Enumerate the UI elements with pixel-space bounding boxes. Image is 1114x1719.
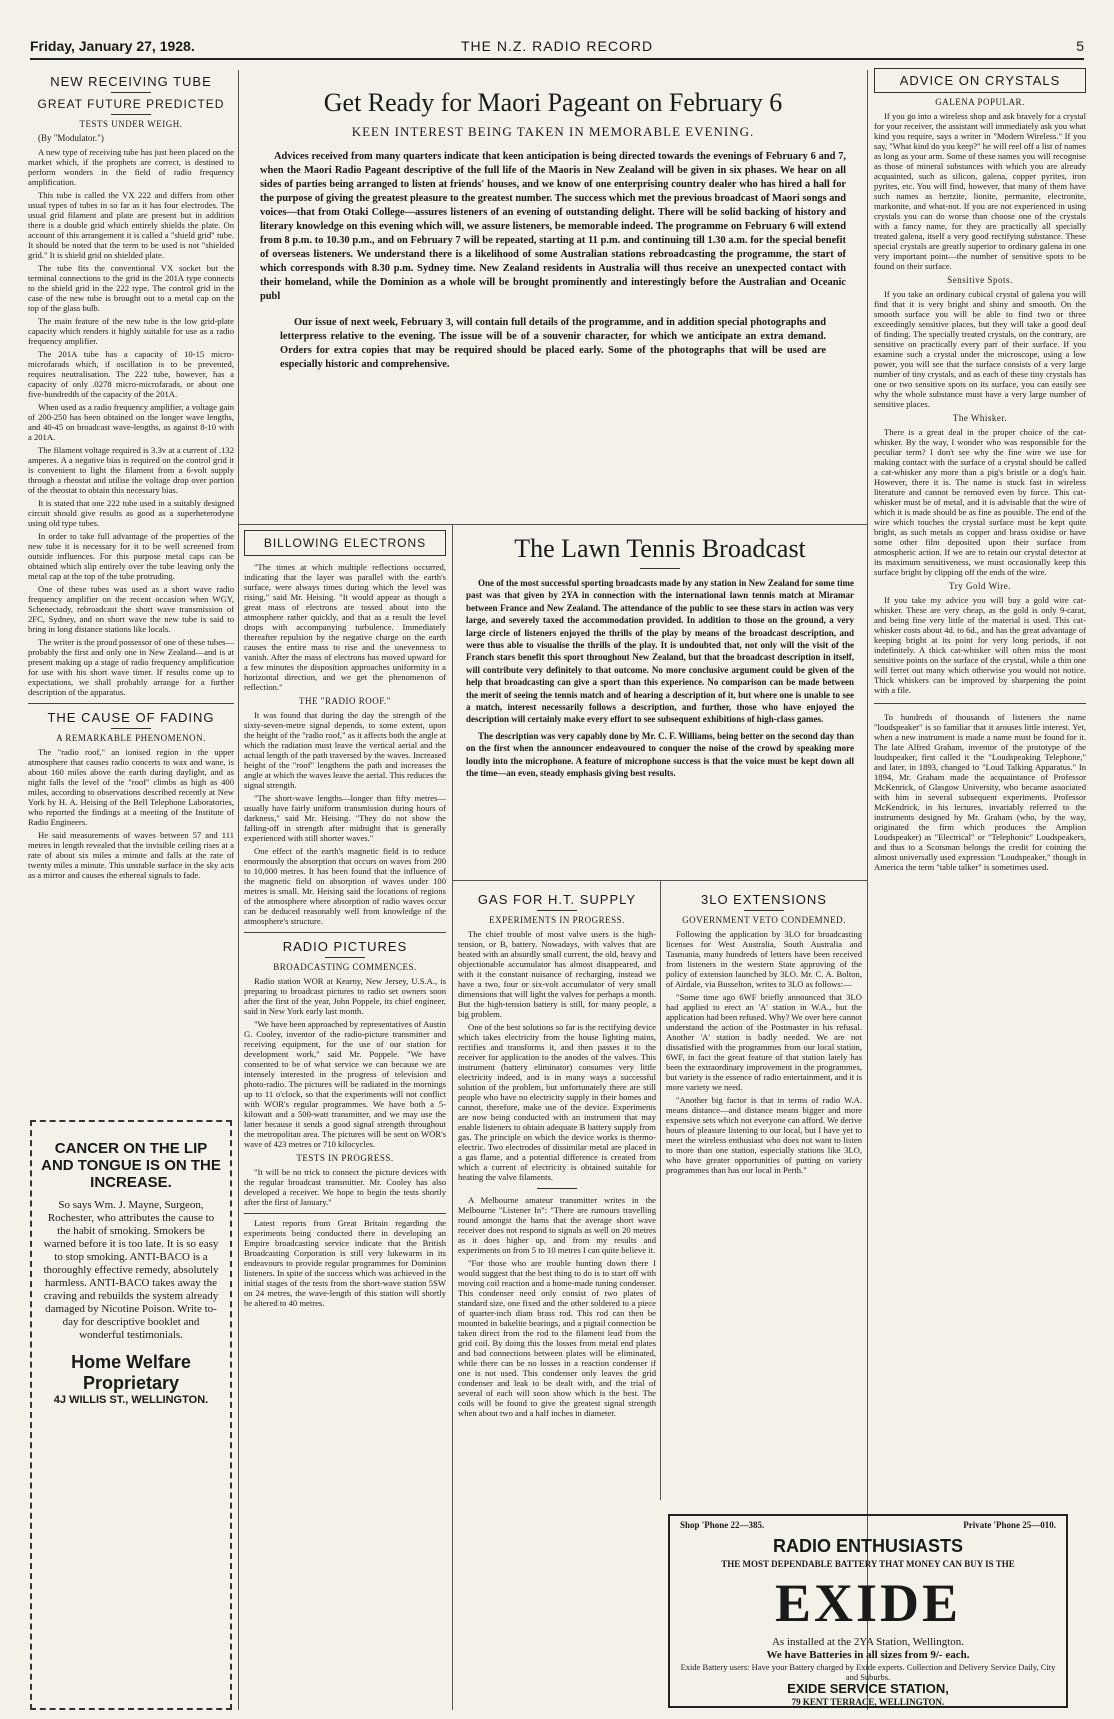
paragraph: One of these tubes was used as a short wave radio frequency amplifier on the recent occasion when WGY, Schenectady, rebroadcast the short wave transmission of 2FC, Sydney, and on short wave the new tube is said to bring in long distance stations like locals. [28, 584, 234, 634]
deck: GALENA POPULAR. [935, 97, 1025, 107]
masthead: THE N.Z. RADIO RECORD [460, 38, 654, 54]
paragraph: The writer is the proud possessor of one of these tubes—probably the first and only one in New Zealand—and is at present making up a stage of radio frequency amplification for use with his short wave timer. If results come up to expectations, we shall probably arrange for a further description of the apparatus. [28, 637, 234, 697]
section-rule [238, 524, 867, 525]
ad-address: 4J WILLIS ST., WELLINGTON. [53, 1394, 209, 1406]
section-heading: Try Gold Wire. [949, 581, 1011, 591]
headline: Get Ready for Maori Pageant on February 6 [323, 88, 783, 117]
ad-installed: As installed at the 2YA Station, Wellington. [771, 1636, 964, 1648]
paragraph: The tube fits the conventional VX socket but the terminal connections to the grid in the 201A type connects to the shield grid in the 222 type. The control grid in the case of the new tube is brought out to a metal cap on the top of the glass bulb. [28, 263, 234, 313]
headline-fading: THE CAUSE OF FADING [47, 710, 215, 725]
ad-sizes: We have Batteries in all sizes from 9/- each. [766, 1649, 970, 1661]
subheadline: GREAT FUTURE PREDICTED [37, 97, 225, 111]
divider [325, 957, 365, 958]
article-new-receiving-tube [28, 68, 234, 1098]
paragraph: It is stated that one 222 tube used in a suitably designed circuit should give results as good as a superheterodyne using old type tubes. [28, 498, 234, 528]
ad-company: Home Welfare Proprietary [71, 1352, 191, 1393]
paragraph: The chief trouble of most valve users is the high-tension, or B, battery. Nowadays, with valves that are heated with an absurdly small current, the old, heavy and objectionable accumulator has almost disappeared, and with it the constant nuisance of recharging, instead we have a two, four or six-volt accumulator of very small dimensions that will light the valves for perhaps a month. But the high-tension battery is still, for many people, a big problem. [458, 929, 656, 1019]
ad-service: Exide Battery users: Have your Battery charged by Exide experts. Collection and Delivery Service Daily, City and Suburbs. [680, 1662, 1056, 1682]
paragraph: The main feature of the new tube is the low grid-plate capacity which renders it highly suitable for use as a radio frequency amplifier. [28, 316, 234, 346]
paragraph: One effect of the earth's magnetic field is to reduce enormously the absorption that occurs on waves from 200 to 10,000 metres. It has been found that the influence of the magnetic field on absorption of waves under 100 metres is small. Mr. Heising said the locations of regions of the atmosphere where absorption of radio waves occur can be deduced reasonably well from knowledge of the atmosphere's structure. [244, 846, 446, 926]
article-advice-on-crystals [874, 68, 1086, 1508]
paragraph: "Some time ago 6WF briefly announced that 3LO had applied to erect an 'A' station in W.A., but the application had been refused. Why? We over here cannot understand the action of the Postmaster in his refusal. Another 'A' station is badly needed. We are not dissatisfied with the programmes from our local station, 6WF, in fact the great feature of that station lately has been the extraordinary improvement in the programmes, but variety is the essence of radio entertainment, and it is more variety we need. [666, 992, 862, 1092]
ad-exide [668, 1514, 1068, 1708]
article-maori-pageant [246, 74, 860, 520]
paragraph: If you go into a wireless shop and ask bravely for a crystal for your receiver, the assistant will immediately ask you what kind you require, says a writer in "Modern Wireless." If you say, "What kind do you keep?" he will reel off a list of names as long as your arm. Some of these names you will recognise as those of mineral substances with which you are already acquainted, such as silicon, galena, copper pyrites, iron pyrites, etc. You will find, however, that many of them have such names as hertzite, lionite, permanite, electronite, markonite, and what-not. If you are not experienced in using crystals you can do worse than choose one of the crystals with a fancy name, for they are practically all specially treated galena, itself a very good rectifying substance. These special crystals are greatly superior to ordinary galena in one very important point—the number of sensitive spots to be found on their surface. [874, 111, 1086, 271]
deck: EXPERIMENTS IN PROGRESS. [489, 915, 625, 925]
column-rule [867, 70, 868, 1710]
issue-date: Friday, January 27, 1928. [30, 38, 195, 54]
deck: GOVERNMENT VETO CONDEMNED. [682, 915, 846, 925]
paragraph: Following the application by 3LO for broadcasting licenses for West Australia, South Australia and Tasmania, many hundreds of letters have been received from listeners in the western State approving of the policy of extension launched by 3LO. Mr. C. A. Bolton, of Airdale, via Busselton, writes to 3LO as follows:— [666, 929, 862, 989]
page-header [30, 38, 1084, 60]
section-heading: TESTS IN PROGRESS. [296, 1153, 394, 1163]
byline: (By "Modulator.") [38, 133, 104, 143]
paragraph: This tube is called the VX 222 and differs from other usual types of tubes in so far as it has four electrodes. The usual grid filament and plate are present but in addition there is a double grid which entirely shields the plate. On account of this arrangement it is called a "shield grid" tube. It should be noted that the term to be used is not "shielded grid." It is shield grid on shielded plate. [28, 190, 234, 260]
paragraph: To hundreds of thousands of listeners the name "loudspeaker" is so familiar that it arouses little interest. Yet, when a new instrument is made a name must be found for it. The late Alfred Graham, inventor of the prototype of the loudspeaker, first called it the "Loudspeaking Telephone," and later, in 1893, changed to "Loud Talking Apparatus." In 1894, Mr. Graham made the acquaintance of Professor McKenrick, of Glasgow University, who became associated with him in several subsequent experiments. Professor McKendrick, in his lectures, invariably referred to the instruments designed by Mr. Graham (who, by the way, originated the firm which produces the Amplion Loudspeaker) as "Electrical" or "Telephonic" Loudspeakers, and thus to a Scotsman belongs the credit for coining the almost universally used expression "Loudspeaker," though in America the term "table talker" is sometimes used. [874, 712, 1086, 872]
paragraph: One of the most successful sporting broadcasts made by any station in New Zealand for some time past was that given by 2YA in connection with the international lawn tennis match at Miramar between France and New Zealand. The attendance of the public to see these stars in action was very large, and severely taxed the accommodation provided. In addition to those on the ground, a very large circle of listeners enjoyed the thrills of the play by means of the broadcast description, and were thus able to visualise the thrills of the play. It is undoubted that, not only will the visit of the Franch stars benefit this sport throughout New Zealand, but that the broadcast description in itself, will contribute very definitely to that outcome. No more conclusive argument could be given of the help that broadcasting can give a sport than this experience. No comparison can be made between the merit of seeing the tennis match and of hearing a description of it, but where one is unable to see a match, interest necessarily follows a description, and further, those who have enjoyed the description will certainly make every effort to see subsequent exhibitions of high-class games. [466, 578, 854, 725]
paragraph: Radio station WOR at Kearny, New Jersey, U.S.A., is preparing to broadcast pictures to radio set owners soon after the first of the year, John Poppele, its chief engineer, said in New York early last month. [244, 976, 446, 1016]
paragraph: "Another big factor is that in terms of radio W.A. means distance—and distance means bigger and more expensive sets which not everyone can afford. We derive hours of pleasure listening to our local, but I have yet to meet the wireless enthusiast who does not want to listen to more than one station, especially stations like 3LO, who have greater opportunities of putting on variety programmes than has our local in Perth." [666, 1095, 862, 1175]
paragraph: "The short-wave lengths—longer than fifty metres—usually have fairly uniform transmission during hours of darkness," said Mr. Heising. "They do not show the falling-off in strength after midnight that is generally experienced with still shorter waves." [244, 793, 446, 843]
paragraph: If you take my advice you will buy a gold wire cat-whisker. These are very cheap, as the gold is only 9-carat, and being fine very little of the material is used. This cat-whisker costs about 4d. to 6d., and has the great advantage of keeping bright at its point for very long periods, if not indefinitely. A thick cat-whisker will often miss the most sensitive points on the surface of the crystal, while a thin one will ferret out many which otherwise you would not notice. Thick whiskers can be improved by sharpening the point with a file. [874, 595, 1086, 695]
paragraph: The filament voltage required is 3.3v at a current of .132 amperes. A a negative bias is required on the control grid it is convenient to light the filament from a 6-volt supply through a rheostat and utilise the voltage drop over portion of the rheostat to obtain this necessary bias. [28, 445, 234, 495]
paragraph: Our issue of next week, February 3, will contain full details of the programme, and in addition special photographs and letterpress relative to the evening. The issue will be of a souvenir character, for which we anticipate an extra demand. Orders for extra copies that may be required should be placed early. Some of the photographs that will be used are especially historic and comprehensive. [280, 317, 826, 370]
ad-address: 79 KENT TERRACE, WELLINGTON. [791, 1697, 945, 1707]
ad-headline: RADIO ENTHUSIASTS [772, 1536, 963, 1556]
paragraph: "The times at which multiple reflections occurred, indicating that the layer was parallel with the earth's surface, were always times during which the level was rising," said Mr. Heising. "It would appear as though a great mass of electrons are tossed about into the atmosphere rather quickly, and that as a result the level drops with accompanying turbulence. Immediately thereafter repulsion by the negative charge on the earth causes the entire mass to rise and the unevenness to vanish. After the mass of electrons has moved upward for a few minutes the disposition approaches uniformity in a horizontal direction, and we get the phenomenon of reflection." [244, 562, 446, 692]
deck: BROADCASTING COMMENCES. [273, 962, 417, 972]
private-phone: Private 'Phone 25—010. [963, 1520, 1056, 1530]
paragraph: There is a great deal in the proper choice of the cat-whisker. By the way, I wonder who was responsible for the peculiar term? I don't see why the fine wire we use for making contact with the surface of a crystal should be called a cat-whisker any more than a pig's bristle or a dog's hair. However, there it is. The name is stuck fast in wireless literature and cannot be removed even by force. This cat-whisker must be of metal, and it is advisable that the wire of which it is made should be as fine as possible. The end of the wire which touches the crystal surface must be kept quite bright, as such metals as copper and brass oxidise or have some other film deposited upon their surface from atmospheric action. If we are to retain our crystal detector at its maximum sensitiveness, we must occasionally keep this surface bright by clipping off the ends of the wire. [874, 427, 1086, 577]
column-rule [660, 880, 661, 1500]
page-number: 5 [1076, 38, 1084, 54]
article-lawn-tennis [458, 530, 862, 876]
section-heading: Sensitive Spots. [947, 275, 1013, 285]
divider [537, 1188, 577, 1189]
paragraph: In order to take full advantage of the properties of the new tube it is necessary for it to be well screened from outside influences. For this purpose metal caps can be obtained which slip entirely over the tube leaving only the metal cap at the top of the tube protruding. [28, 531, 234, 581]
divider [744, 910, 784, 911]
paragraph: It was found that during the day the strength of the sixty-seven-metre signal depends, to some extent, upon the height of the "radio roof," as it affects both the angle at which the radiation must leave the vertical aerial and the actual length of the path traversed by the waves. Increased height of the "roof" lengthens the path and increases the angle at which the waves leave the aerial. This reduces the signal strength. [244, 710, 446, 790]
paragraph: "It will be no trick to connect the picture devices with the regular broadcast transmitter. Mr. Cooley has also developed a receiver. We hope to begin the tests shortly after the first of January." [244, 1167, 446, 1207]
ad-anti-baco [30, 1120, 232, 1710]
paragraph: He said measurements of waves between 57 and 111 metres in length revealed that the invisible ceiling rises at a rate of about six miles a minute and falls at the rate of twenty miles a minute. This unstable surface in the sky acts as a mirror and causes the ethereal signals to fade. [28, 830, 234, 880]
divider [640, 568, 680, 569]
paragraph: When used as a radio frequency amplifier, a voltage gain of 200-250 has been obtained on the longer wave lengths, and 40-45 on broadcast wave-lengths, as against 8-10 with a 201A. [28, 402, 234, 442]
paragraph: Latest reports from Great Britain regarding the experiments being conducted there in developing an Empire broadcasting service indicate that the British Broadcasting Corporation is still very lukewarm in its endeavours to provide regular programmes for Dominion listeners. In spite of the success which was achieved in the initial stages of the tests from the short-wave station 5SW on 24 metres, the wave-length of this station will shortly be altered to 40 metres. [244, 1218, 446, 1308]
paragraph: Advices received from many quarters indicate that keen anticipation is being directed towards the evenings of February 6 and 7, when the Maori Radio Pageant descriptive of the full life of the Maoris in New Zealand will be given in six phases. We hear on all sides of parties being arranged to listen at friends' houses, and we know of one enterprising country dealer who has hired a hall for the purpose of giving the greatest pleasure to the greatest number. The success which met the previous broadcast of Maori songs and voices—that from Otaki College—assures listeners of an evening of outstanding delight. There will be solid backing of history and literary knowledge on this evening which will, we assure listeners, be memorable indeed. The programme on February 6 will extend from 8 p.m. to 10.30 p.m., and on February 7 will be repeated, starting at 11 p.m. and continuing till 1.30 a.m. for the special benefit of overseas listeners. We understand there is a likelihood of some Australian stations rebroadcasting the programme, the start of which corresponds with 8.30 p.m. Sydney time. New Zealand residents in Australia will thus receive an unexpected contact with their homeland, while the Dominion as a whole will be brought prominently and interestingly before the Australian and Oceanic publ [260, 151, 846, 302]
article-3lo-extensions [666, 886, 862, 1496]
headline-radio-pictures: RADIO PICTURES [282, 939, 408, 954]
paragraph: If you take an ordinary cubical crystal of galena you will find that it is very bright and shiny and smooth. On the smooth surface you will be able to find two or three exceedingly sensitive places, but they will take a good deal of finding. The specially treated crystals, on the contrary, are sensitive on practically every part of their surface. If you examine such a crystal under the microscope, using a low power, you will see that the surface consists of a very large number of tiny crystals, and as each of these tiny crystals has one or two sensitive spots on its surface, you can easily see why the whole substance must have a very large number of sensitive places. [874, 289, 1086, 409]
headline: The Lawn Tennis Broadcast [514, 534, 806, 563]
divider [111, 92, 151, 93]
headline: BILLOWING ELECTRONS [263, 536, 427, 550]
ad-body: So says Wm. J. Mayne, Surgeon, Rochester, who attributes the cause to the habit of smoking. Smokers be warned before it is too late. It is so easy to stop smoking. ANTI-BACO is a thoroughly effective remedy, absolutely harmless. ANTI-BACO takes away the craving and rebuilds the system already damaged by Nicotine Poison. Write to-day for descriptive booklet and wonderful testimonials. [43, 1199, 219, 1341]
shop-phone: Shop 'Phone 22—385. [680, 1520, 765, 1530]
subheadline: KEEN INTEREST BEING TAKEN IN MEMORABLE EVENING. [351, 124, 755, 139]
divider [111, 728, 151, 729]
paragraph: The 201A tube has a capacity of 10-15 micro-microfarads which, if oscillation is to be prevented, requires neutralisation. The 222 tube, however, has a capacity of only .0278 micro-microfarads, or about one five-hundredth of the capacity of the 201A. [28, 349, 234, 399]
headline: ADVICE ON CRYSTALS [899, 73, 1061, 88]
divider [111, 114, 151, 115]
section-heading: THE "RADIO ROOF." [299, 696, 391, 706]
article-billowing-electrons [244, 530, 446, 1710]
ad-tagline: THE MOST DEPENDABLE BATTERY THAT MONEY CAN BUY IS THE [721, 1559, 1015, 1569]
paragraph: "We have been approached by representatives of Austin G. Cooley, inventor of the radio-picture transmitter and receiving equipment, for the use of our station for development work," said Mr. Poppele. "We have consented to be of what service we can because we are intensely interested in the progress of television and photo-radio. The pictures will be radiated in the mornings up to 11 o'clock, so that the experiments will not conflict with WOR's regular programmes. We have both a 5-kilowatt and a 500-watt transmitter, and we may use the latter because it sends a good signal strength throughout the metropolitan area. The pictures will be sent on WOR's wave of 423 metres or 710 kilocycles. [244, 1019, 446, 1149]
article-gas-supply [458, 886, 656, 1710]
paragraph: The "radio roof," an ionised region in the upper atmosphere that causes radio concerts to wax and wane, is about 160 miles above the earth during daylight, and as night falls the level of the "roof" climbs as high as 400 miles, according to observations described recently at New York by H. A. Heising of the Bell Telephone Laboratories, who reported the findings at a meeting of the Institute of Radio Engineers. [28, 747, 234, 827]
deck: TESTS UNDER WEIGH. [79, 119, 183, 129]
deck: A REMARKABLE PHENOMENON. [56, 733, 206, 743]
column-rule [452, 524, 453, 1710]
headline: 3LO EXTENSIONS [701, 892, 827, 907]
paragraph: One of the best solutions so far is the rectifying device which takes electricity from the house lighting mains, rectifies and transforms it, and then passes it to the receiver for application to the anodes of the valves. This instrument (battery eliminator) consumes very little electricity indeed, and is in many ways a successful solution of the problem, but unfortunately there are still people who have no electricity supply in their homes and cannot, therefore, make use of the device. Experiments are now being conducted with an instrument that may enable listeners to obtain adequate B battery supply from gas. The principle on which the device works is thermo-electric. Two electrodes of dissimilar metal are placed in a gas flame, and a potential difference is created from which a current of electricity is obtained suitable for heating the valve filaments. [458, 1022, 656, 1182]
paragraph: "For those who are trouble hunting down there I would suggest that the best thing to do is to start off with moving coil reaction and a home-made tuning condenser. This condenser need only consist of two plates of standard size, one fixed and the other soldered to a piece of quarter-inch diam brass rod. This rod can then be mounted in bakelite bearings, and a pigtail connection be taken direct from the rod to the filament lead from the grid coil. By doing this the losses from metal end plates and bad connections between plates will be eliminated, while there can be no losses in a reaction condenser if one is not used. This condenser only leaves the grid condenser and leak to be dealt with, and the trial of several of each will soon show which is the best. The coils will be found to give the greatest signal strength when about two and a half inches in diameter. [458, 1258, 656, 1418]
ad-headline: CANCER ON THE LIP AND TONGUE IS ON THE INCREASE. [41, 1140, 221, 1191]
paragraph: The description was very capably done by Mr. C. F. Williams, being better on the second day than on the first when the announcer endeavoured to conquer the noise of the crowd by speaking more loudly into the microphone. A feature of microphone success is that the voice must be kept down all the time—an even, steady emphasis giving best results. [466, 730, 854, 779]
paragraph: A new type of receiving tube has just been placed on the market which, if the prophets are correct, is destined to perform wonders in the field of radio frequency amplification. [28, 147, 234, 187]
headline: GAS FOR H.T. SUPPLY [477, 892, 637, 907]
divider [537, 910, 577, 911]
paragraph: A Melbourne amateur transmitter writes in the Melbourne "Listener In": "There are rumours travelling round amongst the hams that the average short wave receiver does not respond to signals as well on 20 metres as it does higher up, and from my results and experiments on from 5 to 10 metres I can quite believe it. [458, 1195, 656, 1255]
column-rule [238, 70, 239, 1710]
ad-station: EXIDE SERVICE STATION, [787, 1681, 949, 1696]
section-heading: The Whisker. [952, 413, 1008, 423]
headline: NEW RECEIVING TUBE [50, 74, 212, 89]
exide-brand: EXIDE [774, 1573, 962, 1633]
